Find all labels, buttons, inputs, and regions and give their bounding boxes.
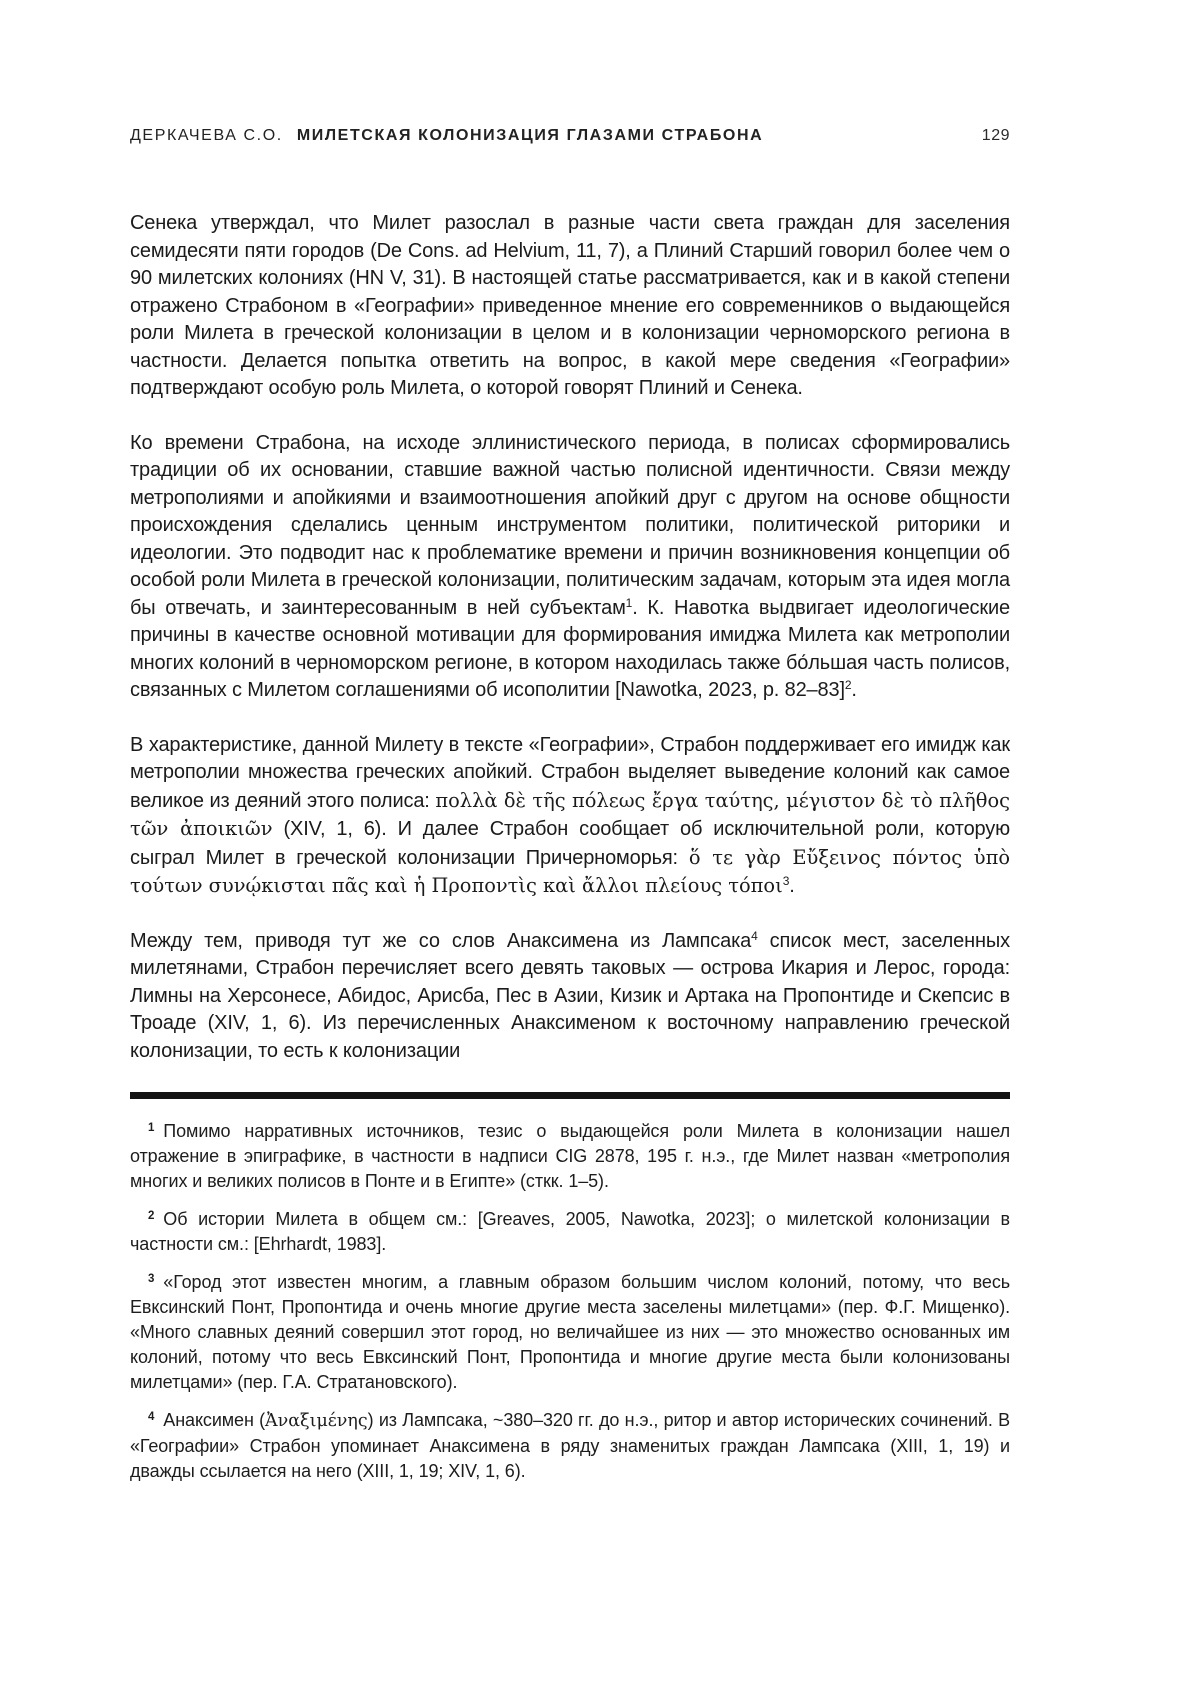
- footnote-number: 4: [148, 1411, 155, 1423]
- greek-quote: Ἀναξιμένης: [265, 1411, 368, 1431]
- footnote-ref: 1: [625, 595, 633, 610]
- body-paragraph: В характеристике, данной Милету в тексте «Географии», Страбон поддерживает его имидж как метрополии множества греческих апойкий. Страбон выделяет выведение колоний как самое великое из деяний этого полиса: πολλὰ δὲ τῆς πόλεως ἔργα ταύτης, μέγιστον δὲ τὸ πλῆθος τῶν ἀποικιῶν (XIV, 1, 6). И далее Страбон сообщает об исключительной роли, которую сыграл Милет в греческой колонизации Причерноморья: ὅ τε γὰρ Εὔξεινος πόντος ὑπὸ τούτων συνῴκισται πᾶς καὶ ἡ Προποντὶς καὶ ἄλλοι πλείους τόποι$^3$.: [130, 733, 1010, 897]
- footnote-item: $^4$ Анаксимен (Ἀναξιμένης) из Лампсака, ~380–320 гг. до н.э., ритор и автор исторических сочинений. В «Географии» Страбон упоминает Анаксимена в ряду знаменитых граждан Лампсака (XIII, 1, 19) и дважды ссылается на него (XIII, 1, 19; XIV, 1, 6).: [130, 1410, 1010, 1481]
- footnote-ref: 2: [844, 678, 852, 692]
- body-paragraph: Между тем, приводя тут же со слов Анаксимена из Лампсака$^4$ список мест, заселенных милетянами, Страбон перечисляет всего девять таковых — острова Икария и Лерос, города: Лимны на Херсонесе, Абидос, Арисба, Пес в Азии, Кизик и Артака на Пропонтиде и Скепсис в Троаде (XIV, 1, 6). Из перечисленных Анаксименом к восточному направлению греческой колонизации, то есть к колонизации: [130, 928, 1010, 1062]
- footnote-item: $^1$ Помимо нарративных источников, тезис о выдающейся роли Милета в колонизации нашел отражение в эпиграфике, в частности в надписи CIG 2878, 195 г. н.э., где Милет назван «метрополия многих и великих полисов в Понте и в Египте» (сткк. 1–5).: [130, 1121, 1010, 1191]
- footnote-number: 3: [148, 1273, 155, 1285]
- footnotes-section: [130, 1119, 1010, 1484]
- footnote-item: $^2$ Об истории Милета в общем см.: [Greaves, 2005, Nawotka, 2023]; о милетской колонизации в частности см.: [Ehrhardt, 1983].: [130, 1209, 1010, 1254]
- greek-quote: πολλὰ δὲ τῆς πόλεως ἔργα ταύτης, μέγιστον δὲ τὸ πλῆθος τῶν ἀποικιῶν: [130, 788, 1010, 840]
- footnote-number: 1: [148, 1122, 155, 1134]
- header-author: ДЕРКАЧЕВА С.О.: [130, 127, 283, 144]
- body-paragraph: Сенека утверждал, что Милет разослал в разные части света граждан для заселения семидесяти пяти городов (De Cons. ad Helvium, 11, 7), а Плиний Старший говорил более чем о 90 милетских колониях (HN V, 31). В настоящей статье рассматривается, как и в какой степени отражено Страбоном в «Географии» приведенное мнение его современников о выдающейся роли Милета в греческой колонизации в целом и в колонизации черноморского региона в частности. Делается попытка ответить на вопрос, в какой мере сведения «Географии» подтверждают особую роль Милета, о которой говорят Плиний и Сенека.: [130, 212, 1010, 399]
- footnote-ref: 4: [751, 928, 758, 943]
- greek-quote: ὅ τε γὰρ Εὔξεινος πόντος ὑπὸ τούτων συνῴκισται πᾶς καὶ ἡ Προποντὶς καὶ ἄλλοι πλείους τόποι: [130, 845, 1010, 897]
- header-article-title: МИЛЕТСКАЯ КОЛОНИЗАЦИЯ ГЛАЗАМИ СТРАБОНА: [296, 127, 764, 144]
- footnote-item: $^3$ «Город этот известен многим, а главным образом большим числом колоний, потому, что весь Евксинский Понт, Пропонтида и очень многие другие места заселены милетцами» (пер. Ф.Г. Мищенко). «Много славных деяний совершил этот город, но величайшее из них — это множество основанных им колоний, потому что весь Евксинский Понт, Пропонтида и многие другие места были колонизованы милетцами» (пер. Г.А. Стратановского).: [130, 1272, 1010, 1392]
- running-header-text: [130, 126, 763, 146]
- running-header: [130, 126, 1010, 146]
- footnote-ref: 3: [782, 874, 790, 888]
- page-number: 129: [981, 127, 1010, 144]
- footnote-number: 2: [148, 1210, 155, 1222]
- body-paragraph: Ко времени Страбона, на исходе эллинистического периода, в полисах сформировались традиции об их основании, ставшие важной частью полисной идентичности. Связи между метрополиями и апойкиями и взаимоотношения апойкий друг с другом на основе общности происхождения сделались ценным инструментом политики, политической риторики и идеологии. Это подводит нас к проблематике времени и причин возникновения концепции об особой роли Милета в греческой колонизации, политическим задачам, которым эта идея могла бы отвечать, и заинтересованным в ней субъектам$^1$. К. Навотка выдвигает идеологические причины в качестве основной мотивации для формирования имиджа Милета как метрополии многих колоний в черноморском регионе, в котором находилась также бо́льшая часть полисов, связанных с Милетом соглашениями об исополитии [Nawotka, 2023, p. 82–83]$^2$.: [130, 431, 1010, 701]
- footnote-separator-rule: [130, 1092, 1010, 1099]
- article-body: [130, 210, 1010, 1065]
